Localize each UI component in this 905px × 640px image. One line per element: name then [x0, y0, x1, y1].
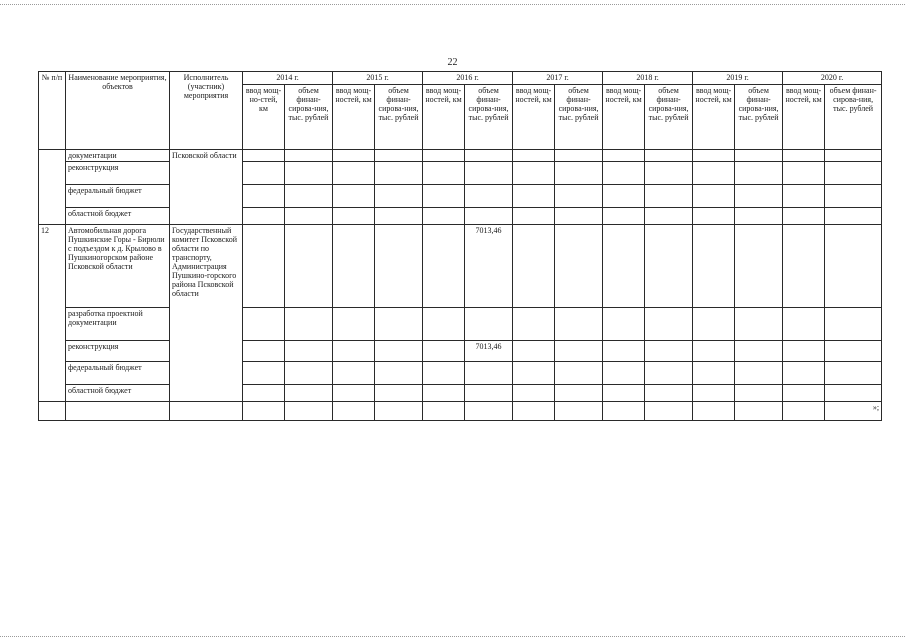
header-year-2014: 2014 г. [243, 72, 333, 85]
closing-mark: »; [825, 402, 882, 421]
subheader-capacity: ввод мощ-ностей, км [333, 85, 375, 150]
subheader-capacity: ввод мощ-ностей, км [423, 85, 465, 150]
header-name: Наименование мероприятия, объектов [66, 72, 170, 150]
row-label: федеральный бюджет [66, 185, 170, 208]
header-year-2016: 2016 г. [423, 72, 513, 85]
row-label: областной бюджет [66, 385, 170, 402]
executor-cell: Государственный комитет Псковской области по транспорту, Администрация Пушкино-горского района Псковской области [170, 225, 243, 402]
table-cell-num [39, 150, 66, 225]
subheader-capacity: ввод мощ-ностей, км [603, 85, 645, 150]
header-year-2020: 2020 г. [783, 72, 882, 85]
subheader-financing: объем финан-сирова-ния, тыс. рублей [555, 85, 603, 150]
financing-2016: 7013,46 [465, 341, 513, 362]
row-label: разработка проектной документации [66, 308, 170, 341]
scan-edge-top [0, 4, 905, 5]
row-label: федеральный бюджет [66, 362, 170, 385]
scan-edge-bottom [0, 636, 905, 637]
header-num: № п/п [39, 72, 66, 150]
subheader-capacity: ввод мощ-ностей, км [513, 85, 555, 150]
financing-2016 [465, 308, 513, 341]
financing-2016-total: 7013,46 [465, 225, 513, 308]
subheader-financing: объем финан-сирова-ния, тыс. рублей [465, 85, 513, 150]
subheader-capacity: ввод мощ-ностей, км [693, 85, 735, 150]
subheader-capacity: ввод мощ-но-стей, км [243, 85, 285, 150]
financing-2016 [465, 362, 513, 385]
program-table [38, 71, 882, 421]
header-year-2019: 2019 г. [693, 72, 783, 85]
subheader-financing: объем финан-сирова-ния, тыс. рублей [645, 85, 693, 150]
financing-2016 [465, 385, 513, 402]
subheader-financing: объем финан-сирова-ния, тыс. рублей [825, 85, 882, 150]
item-number: 12 [39, 225, 66, 402]
header-year-2017: 2017 г. [513, 72, 603, 85]
subheader-financing: объем финан-сирова-ния, тыс. рублей [375, 85, 423, 150]
header-year-2018: 2018 г. [603, 72, 693, 85]
page-number: 22 [447, 57, 458, 68]
row-label: реконструкция [66, 162, 170, 185]
row-label: областной бюджет [66, 208, 170, 225]
header-year-2015: 2015 г. [333, 72, 423, 85]
subheader-financing: объем финан-сирова-ния, тыс. рублей [285, 85, 333, 150]
subheader-financing: объем финан-сирова-ния, тыс. рублей [735, 85, 783, 150]
header-executor: Исполнитель (участник) мероприятия [170, 72, 243, 150]
row-label: реконструкция [66, 341, 170, 362]
row-label: документации [66, 150, 170, 162]
subheader-capacity: ввод мощ-ностей, км [783, 85, 825, 150]
object-name: Автомобильная дорога Пушкинские Горы - Бирюли с подъездом к д. Крылово в Пушкиногорском районе Псковской области [66, 225, 170, 308]
executor-cell: Псковской области [170, 150, 243, 225]
